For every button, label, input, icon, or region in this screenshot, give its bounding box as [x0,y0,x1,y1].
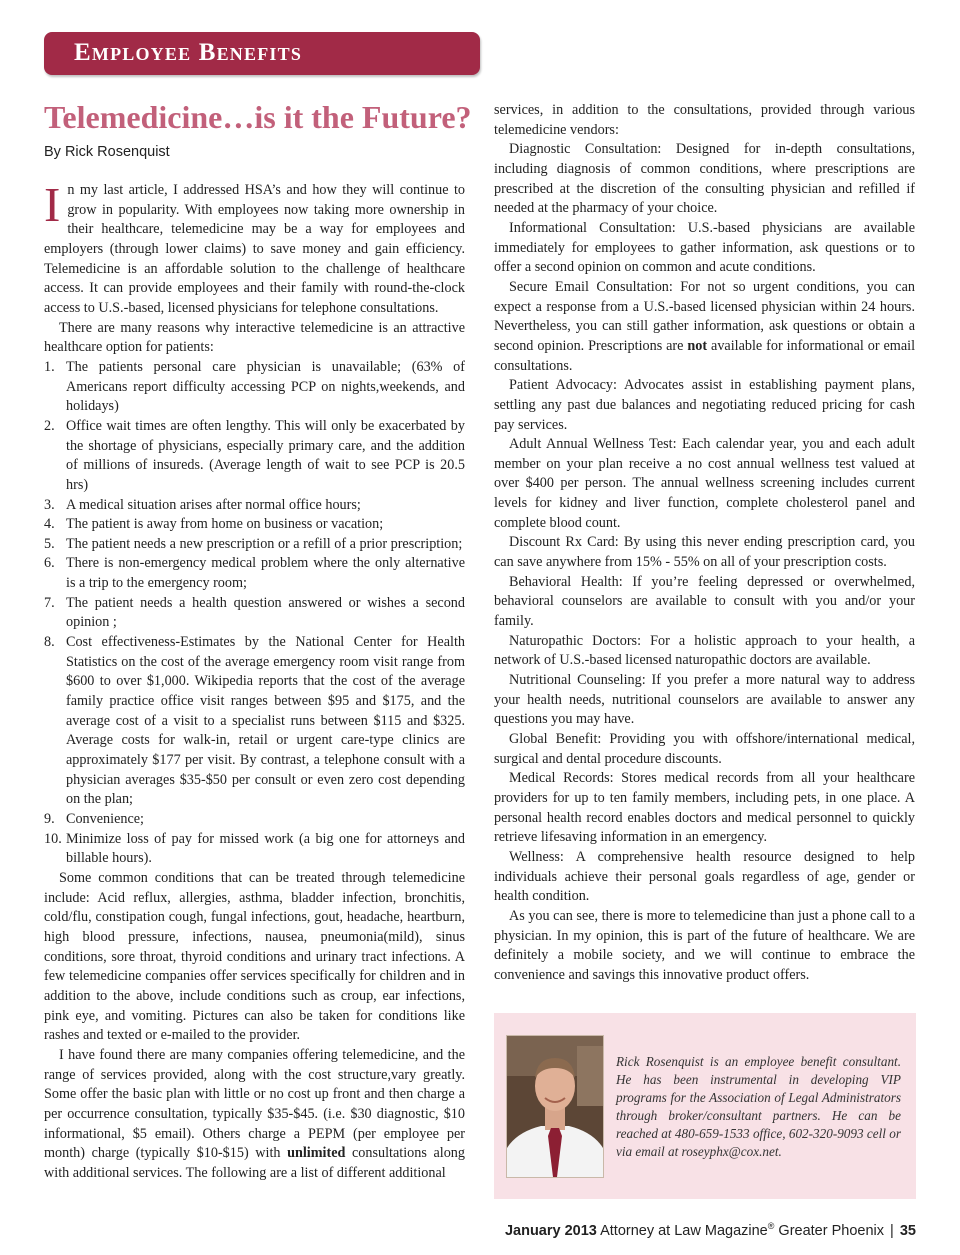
continuation-paragraph: services, in addition to the consultations, provided through various telemedicine vendors: [494,102,915,138]
behavioral-paragraph: Behavioral Health: If you’re feeling depressed or overwhelmed, behavioral counselors are available to consult with you and/or your family. [494,573,915,630]
footer-separator: | [890,1222,894,1239]
advocacy-paragraph: Patient Advocacy: Advocates assist in establishing payment plans, settling any past due balances and negotiating reduced pricing for cash pay services. [494,377,915,433]
list-item [44,830,465,869]
list-item [44,358,465,417]
list-number: 9. [44,811,55,827]
list-text: The patient is away from home on business or vacation; [66,516,384,533]
footer-magazine: Attorney at Law Magazine [600,1222,768,1239]
list-text: The patient needs a new prescription or a refill of a prior prescription; [66,535,463,552]
section-banner-label: Employee Benefits [74,39,303,66]
list-text: Cost effectiveness-Estimates by the National Center for Health Statistics on the cost of the average emergency room visit range from $600 to over $1,000. Wikipedia reports that the cost of the average family practice office visit ranges between $95 and $175, and the average cost of a visit to a specialist runs between $115 and $325. Average costs for walk-in, retail or urgent care-type clinics are approximately $177 per visit. By contrast, a telephone consult with a physician averages $35-$50 per consult or even zero cost depending on the plan; [66,634,465,808]
list-text: Minimize loss of pay for missed work (a big one for attorneys and billable hours). [66,830,465,867]
list-number: 1. [44,358,55,375]
list-text: A medical situation arises after normal office hours; [66,496,361,513]
list-number: 8. [44,634,55,651]
list-text: The patient needs a health question answered or wishes a second opinion ; [66,594,465,631]
author-photo [506,1035,604,1178]
list-item [44,633,465,810]
secure-text-a: Secure Email Consultation: For not so urgent conditions, you can expect a response from a U.S.-based licensed physician within 24 hours. Nevertheless, you can still gather information, ask questions or obtain a second opinion. Prescriptions are [494,278,915,354]
secure-text-b: available for informational or email consultations. [494,337,916,374]
conditions-paragraph: Some common conditions that can be treated through telemedicine include: Acid reflux, allergies, asthma, bladder infection, bronchitis, cold/flu, constipation cough, fungal infections, gout, headache, heartburn, high blood pressure, infections, nausea, pneumonia(mild), sinus conditions, sore throat, thyroid conditions and urinary tract infections. A few telemedicine companies offer services specifically for children and in addition to the above, include conditions such as croup, ear infections, pink eye, and vomiting. Pictures can also be taken for conditions like rashes and texted or e-mailed to the provider. [44,869,465,1044]
intro-text: n my last article, I addressed HSA’s and how they will continue to grow in popularity. With employees now taking more ownership in their healthcare, telemedicine may be a way for employees and employers (through lower claims) to save money and gain efficiency. Telemedicine is an affordable solution to the challenge of healthcare access. It can provide employees and their family with round-the-clock access to U.S.-based, licensed physicians for telephone consultations. [44,182,465,316]
list-number: 2. [44,417,55,434]
wellness-paragraph: Wellness: A comprehensive health resource designed to help individuals achieve their personal goals regardless of age, gender or health condition. [494,848,915,905]
list-item [44,515,465,535]
list-number: 3. [44,496,55,513]
list-text: There is non-emergency medical problem where the only alternative is a trip to the emergency room; [66,555,465,592]
list-item [44,417,465,496]
article-column-right [494,101,915,986]
list-item [44,554,465,593]
section-banner [44,32,480,75]
secure-email-paragraph [494,278,915,376]
records-paragraph: Medical Records: Stores medical records from all your healthcare providers for up to ten family members, including pets, in one place. A personal health record enables doctors and medical personnel to quickly retrieve lifesaving information in an emergency. [494,770,915,846]
list-number: 4. [44,516,55,533]
drop-cap: I [44,177,61,232]
informational-paragraph: Informational Consultation: U.S.-based physicians are available immediately for employees to gather information, ask questions or to offer a second opinion on common and acute conditions. [494,219,915,276]
list-text: Office wait times are often lengthy. This will only be exacerbated by the shortage of physicians, especially primary care, and the addition of millions of insureds. (Average length of wait to see PCP is 20.5 hrs) [66,417,465,493]
article-headline: Telemedicine…is it the Future? [44,99,472,135]
reasons-list [44,358,465,869]
list-item [44,810,465,830]
list-text: Convenience; [66,811,145,827]
naturopathic-paragraph: Naturopathic Doctors: For a holistic approach to your health, a network of U.S.-based licensed naturopathic doctors are available. [494,632,915,669]
nutritional-paragraph: Nutritional Counseling: If you prefer a more natural way to address your health needs, nutritional counselors are available to answer any questions you may have. [494,672,915,728]
conclusion-paragraph: As you can see, there is more to telemedicine than just a phone call to a physician. In my opinion, this is part of the future of healthcare. We are definitely a mobile society, and we will continue to embrace the convenience and savings this innovative product offers. [494,907,915,983]
list-number: 7. [44,594,55,611]
list-item [44,594,465,633]
footer-registered-mark: ® [767,1221,775,1231]
article-byline: By Rick Rosenquist [44,144,170,160]
author-bio-text: Rick Rosenquist is an employee benefit consultant. He has been instrumental in developing VIP programs for the Association of Legal Administrators through broker/consultant partners. He can be reached at 480-659-1533 office, 602-320-9093 cell or via email at roseyphx@cox.net. [616,1054,901,1159]
not-bold: not [687,337,708,354]
companies-text-a: I have found there are many companies offering telemedicine, and the range of services provided, along with the cost structure,vary greatly. Some offer the basic plan with little or no cost up front and then charge a per occurrence consultation, typically $35-$45. (i.e. $30 diagnostic, $10 informational, $5 email). Others charge a PEPM (per employee per month) charge (typically $10-$15) with [44,1046,465,1162]
rx-card-paragraph: Discount Rx Card: By using this never ending prescription card, you can save anywhere from 15% - 55% on all of your prescription costs. [494,534,915,571]
reasons-intro: There are many reasons why interactive telemedicine is an attractive healthcare option for patients: [44,319,465,356]
companies-text-b: consultations along with additional services. The following are a list of different additional [44,1145,465,1181]
wellness-test-paragraph: Adult Annual Wellness Test: Each calendar year, you and each adult member on your plan receive a no cost annual wellness test valued at over $400 per person. The annual wellness screening includes current levels for kidney and liver function, complete cholesterol panel and complete blood count. [494,436,915,531]
list-number: 5. [44,535,55,552]
footer-issue: January 2013 [504,1222,597,1239]
page-footer [505,1221,916,1239]
companies-paragraph [44,1046,465,1184]
list-item [44,496,465,516]
list-number: 10. [44,830,62,847]
list-text: The patients personal care physician is unavailable; (63% of Americans report difficulty accessing PCP on nights,weekends, and holidays) [66,358,465,415]
diagnostic-paragraph: Diagnostic Consultation: Designed for in-depth consultations, including diagnosis of common conditions, where prescriptions are prescribed at the discretion of the consulting physician and refilled if needed at the pharmacy of your choice. [494,141,915,217]
intro-paragraph [44,177,465,319]
global-paragraph: Global Benefit: Providing you with offshore/international medical, surgical and dental procedure discounts. [494,731,915,767]
page-number: 35 [899,1222,916,1239]
list-item [44,535,465,555]
article-column-left [44,177,465,1183]
footer-region: Greater Phoenix [778,1222,885,1239]
unlimited-bold: unlimited [287,1145,346,1162]
list-number: 6. [44,555,55,572]
